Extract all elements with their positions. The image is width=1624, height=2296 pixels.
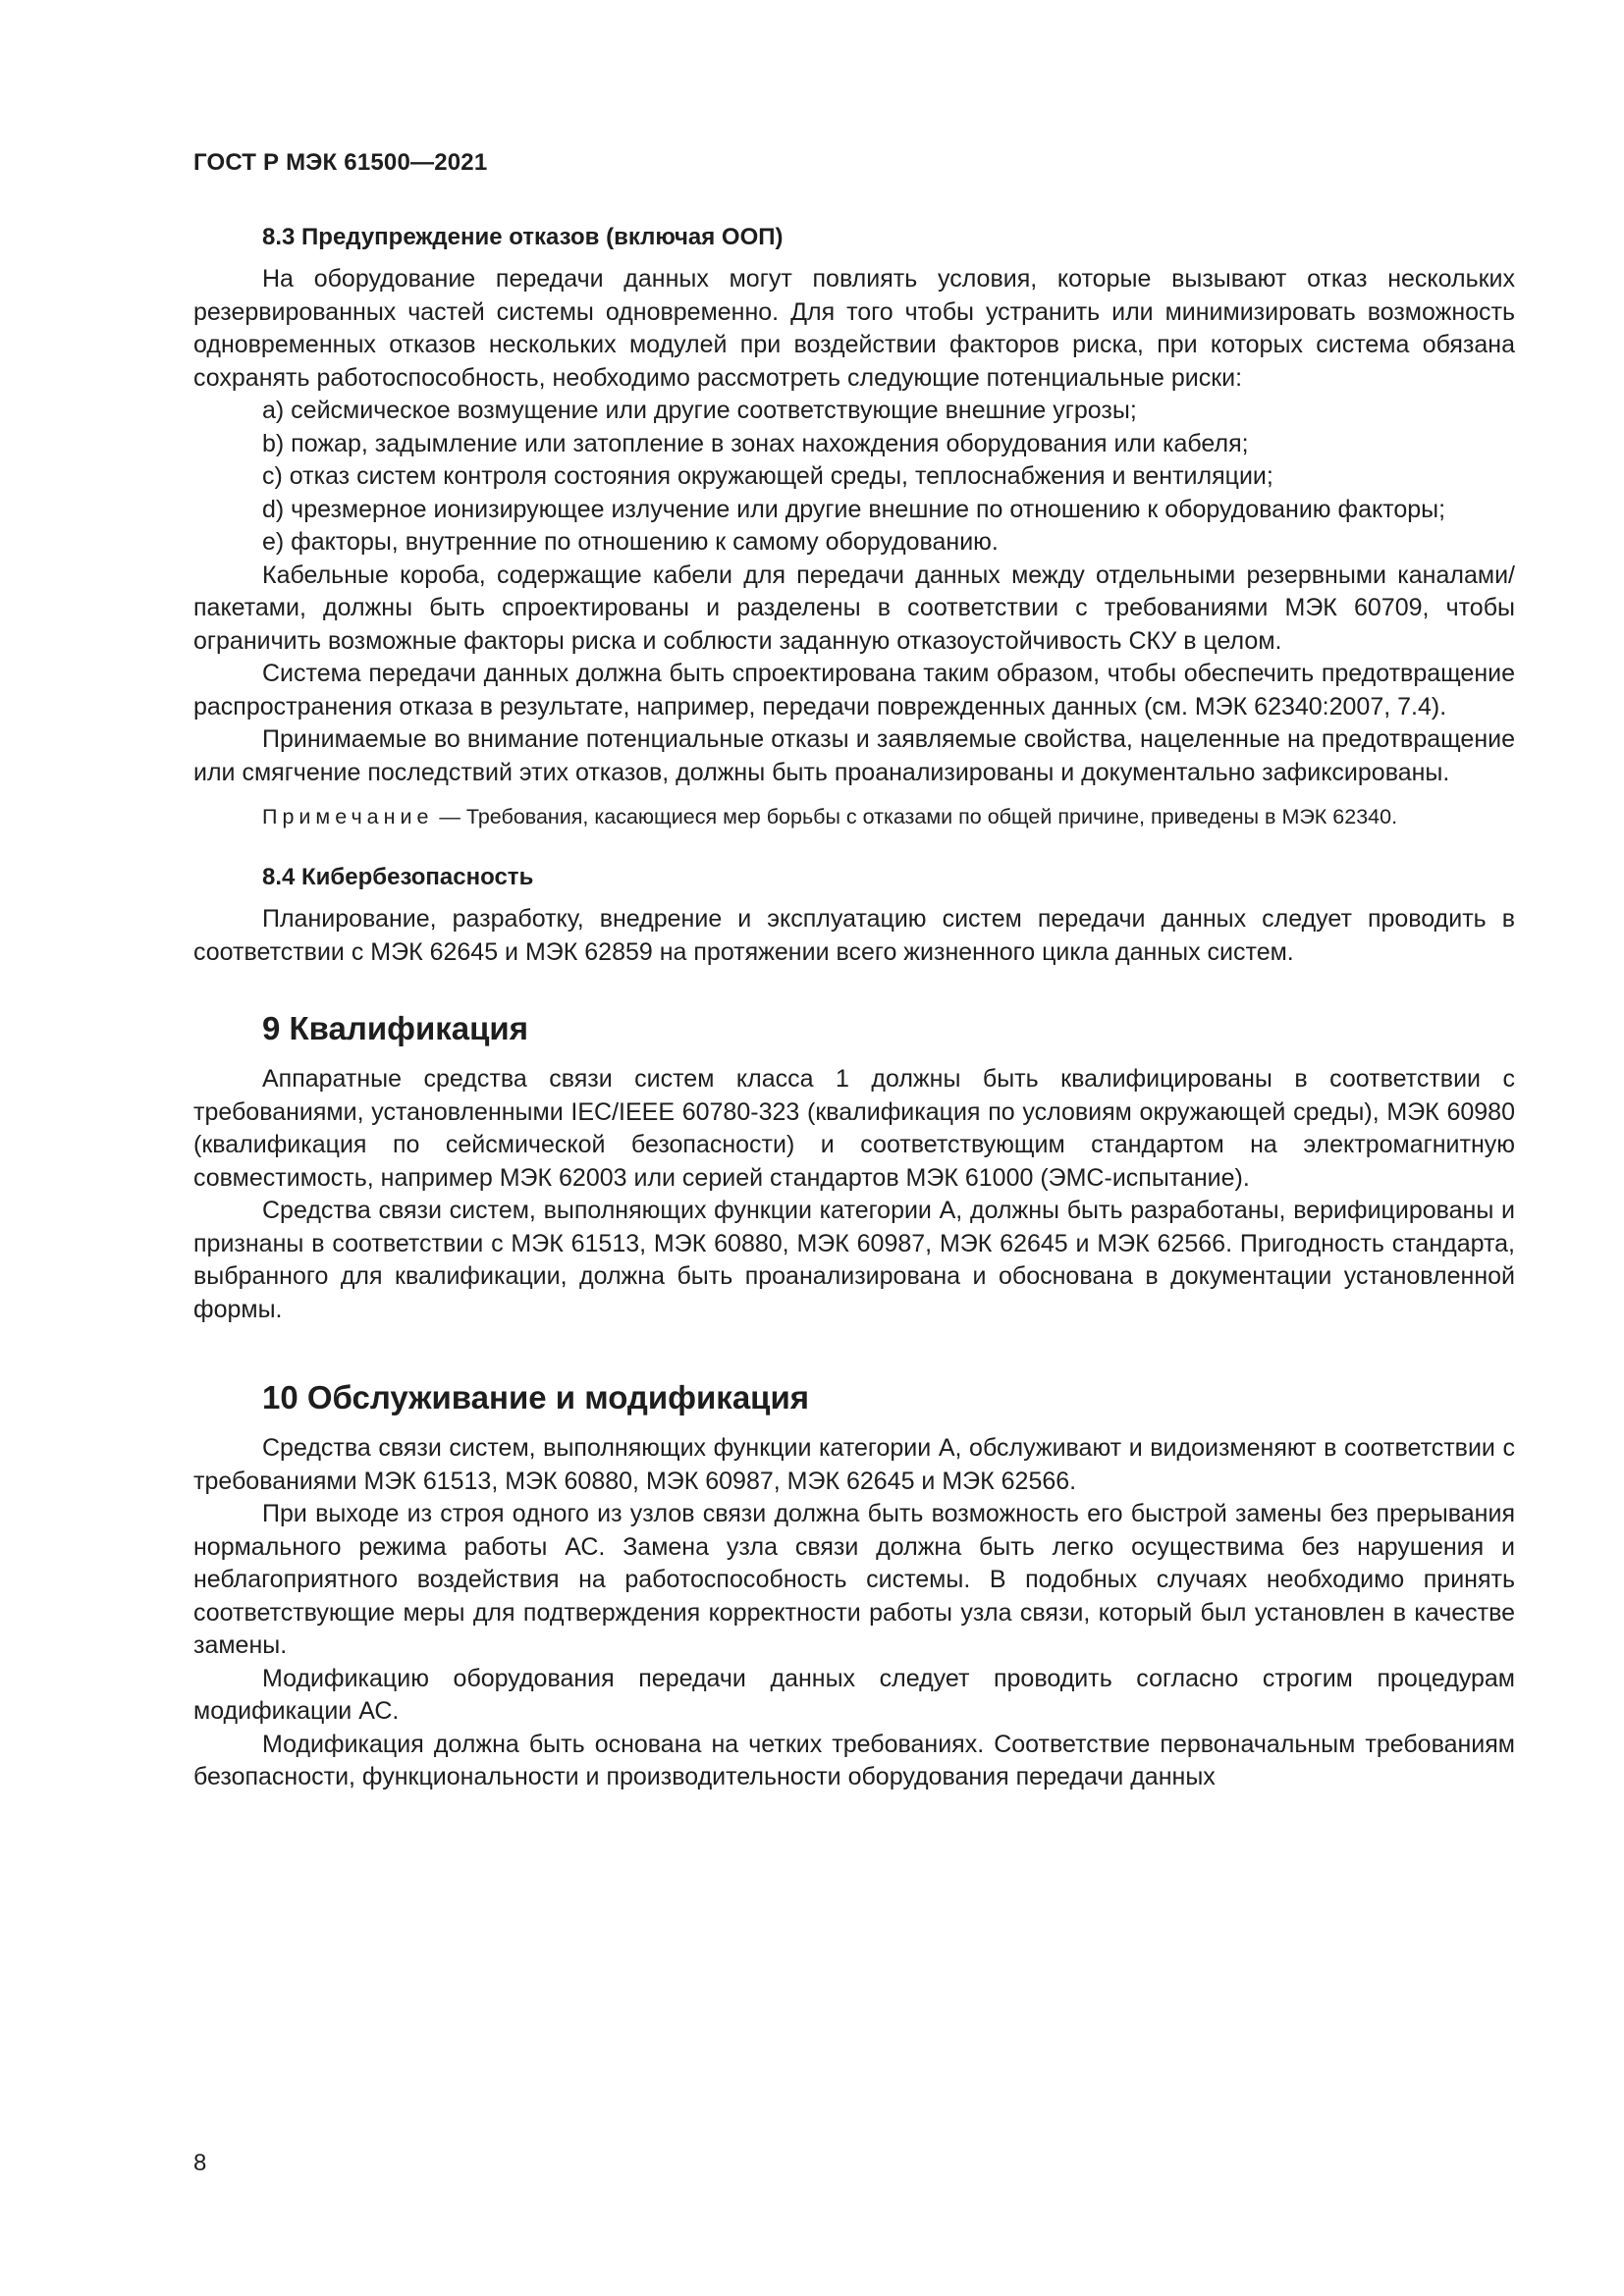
note-text: — Требования, касающиеся мер борьбы с отказами по общей причине, приведены в МЭК 62340. xyxy=(433,805,1398,828)
note-label: Примечание xyxy=(262,805,434,828)
section-heading: 8.4 Кибербезопасность xyxy=(262,864,534,890)
paragraph: Кабельные короба, содержащие кабели для передачи данных между отдельными резервными каналами/пакетами, должны быть спроектированы и разделены в соответствии с требованиями МЭК 60709, чтобы ограничить возможные факторы риска и соблюсти заданную отказоустойчивость СКУ в целом. xyxy=(193,561,1515,655)
paragraph: Аппаратные средства связи систем класса 1 должны быть квалифицированы в соответствии с требованиями, установленными IEC/IEEE 60780-323 (квалификация по условиям окружающей среды), МЭК 60980 (квалификация по сейсмической безопасности) и соответствующим стандартом на электромагнитную совместимость, например МЭК 62003 или серией стандартов МЭК 61000 (ЭМС-испытание). xyxy=(193,1065,1515,1192)
list-item: b) пожар, задымление или затопление в зонах нахождения оборудования или кабеля; xyxy=(262,429,1249,457)
paragraph: Принимаемые во внимание потенциальные отказы и заявляемые свойства, нацеленные на предотвращение или смягчение последствий этих отказов, должны быть проанализированы и документально зафиксированы. xyxy=(193,725,1515,786)
document-header: ГОСТ Р МЭК 61500—2021 xyxy=(193,149,488,176)
paragraph: На оборудование передачи данных могут повлиять условия, которые вызывают отказ нескольких резервированных частей системы одновременно. Для того чтобы устранить или минимизировать возможность одновременных отказов нескольких модулей при воздействии факторов риска, при которых система обязана сохранять работоспособность, необходимо рассмотреть следующие потенциальные риски: xyxy=(193,265,1515,392)
section-8-4 xyxy=(193,862,1515,969)
paragraph: Средства связи систем, выполняющих функции категории А, обслуживают и видоизменяют в соответствии с требованиями МЭК 61513, МЭК 60880, МЭК 60987, МЭК 62645 и МЭК 62566. xyxy=(193,1434,1515,1495)
section-8-3 xyxy=(193,222,1515,832)
paragraph: Система передачи данных должна быть спроектирована таким образом, чтобы обеспечить предотвращение распространения отказа в результате, например, передачи поврежденных данных (см. МЭК 62340:2007, 7.4). xyxy=(193,660,1515,721)
section-9 xyxy=(193,1008,1515,1326)
list-item: a) сейсмическое возмущение или другие соответствующие внешние угрозы; xyxy=(262,397,1137,424)
list-item: d) чрезмерное ионизирующее излучение или другие внешние по отношению к оборудованию факторы; xyxy=(262,495,1446,523)
section-10 xyxy=(193,1377,1515,1794)
chapter-heading: 9 Квалификация xyxy=(262,1010,528,1046)
list-item: c) отказ систем контроля состояния окружающей среды, теплоснабжения и вентиляции; xyxy=(262,462,1273,490)
chapter-heading: 10 Обслуживание и модификация xyxy=(262,1379,810,1415)
note xyxy=(193,801,1515,832)
list-item: e) факторы, внутренние по отношению к самому оборудованию. xyxy=(262,528,999,556)
paragraph: Модификация должна быть основана на четких требованиях. Соответствие первоначальным требованиям безопасности, функциональности и производительности оборудования передачи данных xyxy=(193,1730,1515,1790)
paragraph: При выходе из строя одного из узлов связи должна быть возможность его быстрой замены без прерывания нормального режима работы АС. Замена узла связи должна быть легко осуществима без нарушения и неблагоприятного воздействия на работоспособность системы. В подобных случаях необходимо принять соответствующие меры для подтверждения корректности работы узла связи, который был установлен в качестве замены. xyxy=(193,1500,1515,1659)
section-heading: 8.3 Предупреждение отказов (включая ООП) xyxy=(262,224,784,250)
paragraph: Модификацию оборудования передачи данных следует проводить согласно строгим процедурам модификации АС. xyxy=(193,1664,1515,1725)
document-body xyxy=(193,222,1515,1794)
paragraph: Средства связи систем, выполняющих функции категории А, должны быть разработаны, верифицированы и признаны в соответствии с МЭК 61513, МЭК 60880, МЭК 60987, МЭК 62645 и МЭК 62566. Пригодность стандарта, выбранного для квалификации, должна быть проанализирована и обоснована в документации установленной формы. xyxy=(193,1197,1515,1323)
page-number: 8 xyxy=(193,2150,207,2176)
paragraph: Планирование, разработку, внедрение и эксплуатацию систем передачи данных следует проводить в соответствии с МЭК 62645 и МЭК 62859 на протяжении всего жизненного цикла данных систем. xyxy=(193,905,1515,966)
